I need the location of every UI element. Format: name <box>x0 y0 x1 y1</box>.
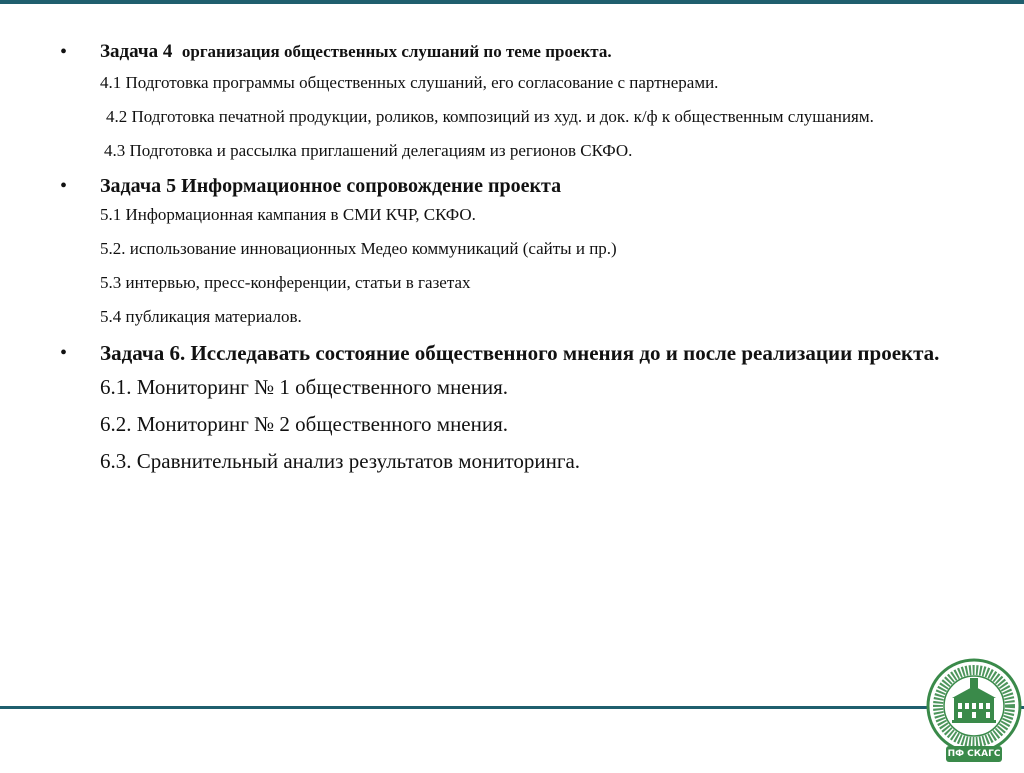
task-6-title: Задача 6. Исследавать состояние общественного мнения до и после реализации проекта. <box>100 341 940 365</box>
bullet-marker: • <box>60 175 68 197</box>
task-5-heading <box>60 172 960 200</box>
task-4-title: Задача 4 <box>100 41 173 62</box>
task-5-item-4: 5.4 публикация материалов. <box>100 307 302 326</box>
task-4-title-rest: организация общественных слушаний по теме проекта. <box>181 42 612 61</box>
task-5-item-3: 5.3 интервью, пресс-конференции, статьи в газетах <box>100 273 471 292</box>
task-5-item-2: 5.2. использование инновационных Медео коммуникаций (сайты и пр.) <box>100 239 617 258</box>
task-5-title: Задача 5 Информационное сопровождение проекта <box>100 175 562 197</box>
slide-content <box>60 38 960 483</box>
bullet-marker: • <box>60 41 68 63</box>
bullet-marker: • <box>60 342 68 364</box>
academy-emblem-icon <box>924 648 1024 768</box>
top-rule <box>0 0 1024 4</box>
task-6-item-1: 6.1. Мониторинг № 1 общественного мнения. <box>100 375 509 399</box>
logo-label: ПФ СКАГС <box>947 749 1001 759</box>
task-6-item-3: 6.3. Сравнительный анализ результатов мониторинга. <box>100 449 581 473</box>
task-6-heading <box>60 338 960 368</box>
task-4-item-1: 4.1 Подготовка программы общественных слушаний, его согласование с партнерами. <box>100 73 719 92</box>
task-4-item-3: 4.3 Подготовка и рассылка приглашений делегациям из регионов СКФО. <box>104 141 633 160</box>
bottom-rule <box>0 706 1024 709</box>
task-4-item-2: 4.2 Подготовка печатной продукции, роликов, композиций из худ. и док. к/ф к общественным слушаниям. <box>106 107 874 126</box>
task-6-item-2: 6.2. Мониторинг № 2 общественного мнения. <box>100 412 509 436</box>
task-5-item-1: 5.1 Информационная кампания в СМИ КЧР, СКФО. <box>100 205 476 224</box>
task-4-heading <box>60 38 960 66</box>
